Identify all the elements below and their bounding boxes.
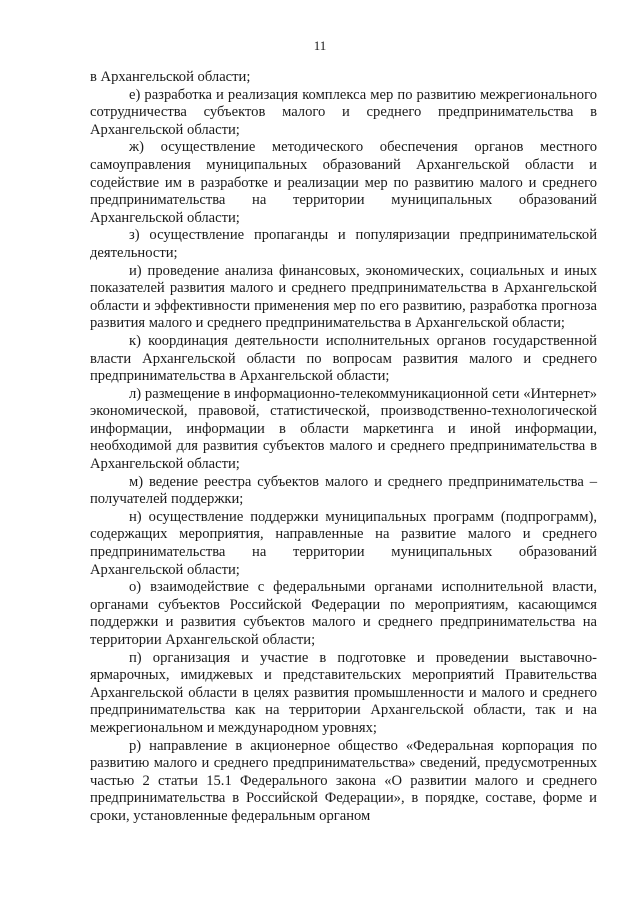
document-body [90, 69, 597, 826]
paragraph-item-i: и) проведение анализа финансовых, экономических, социальных и иных показателей развития малого и среднего предпринимательства в Архангельской области и эффективности применения мер по его развитию, разработка прогноза развития малого и среднего предпринимательства в Архангельской области; [90, 262, 597, 332]
paragraph-item-m: м) ведение реестра субъектов малого и среднего предпринимательства – получателей поддержки; [90, 473, 597, 508]
paragraph-item-zh: ж) осуществление методического обеспечения органов местного самоуправления муниципальных образований Архангельской области и содействие им в разработке и реализации мер по развитию малого и среднего предпринимательства на территории муниципальных образований Архангельской области; [90, 139, 597, 226]
paragraph-item-r: р) направление в акционерное общество «Федеральная корпорация по развитию малого и среднего предпринимательства» сведений, предусмотренных частью 2 статьи 15.1 Федерального закона «О развитии малого и среднего предпринимательства в Российской Федерации», в порядке, составе, форме и сроки, установленные федеральным органом [90, 737, 597, 824]
paragraph-item-l: л) размещение в информационно-телекоммуникационной сети «Интернет» экономической, правовой, статистической, производственно-технологической информации, информации в области маркетинга и иной информации, необходимой для развития субъектов малого и среднего предпринимательства в Архангельской области; [90, 385, 597, 473]
paragraph-item-e: е) разработка и реализация комплекса мер по развитию межрегионального сотрудничества субъектов малого и среднего предпринимательства в Архангельской области; [90, 86, 597, 138]
paragraph-item-p: п) организация и участие в подготовке и проведении выставочно-ярмарочных, имиджевых и представительских мероприятий Правительства Архангельской области в целях развития промышленности и малого и среднего предпринимательства как на территории Архангельской области, так и на межрегиональном и международном уровнях; [90, 649, 597, 736]
page-number: 11 [313, 38, 327, 53]
paragraph-continuation: в Архангельской области; [90, 69, 251, 85]
paragraph-item-z: з) осуществление пропаганды и популяризации предпринимательской деятельности; [90, 227, 597, 261]
paragraph-item-n: н) осуществление поддержки муниципальных программ (подпрограмм), содержащих мероприятия, направленные на развитие малого и среднего предпринимательства на территории муниципальных образований Архангельской области; [90, 508, 597, 578]
paragraph-item-o: о) взаимодействие с федеральными органами исполнительной власти, органами субъектов Российской Федерации по мероприятиям, касающимся поддержки и развития субъектов малого и среднего предпринимательства на территории Архангельской области; [90, 579, 597, 648]
paragraph-item-k: к) координация деятельности исполнительных органов государственной власти Архангельской области по вопросам развития малого и среднего предпринимательства в Архангельской области; [90, 332, 597, 385]
